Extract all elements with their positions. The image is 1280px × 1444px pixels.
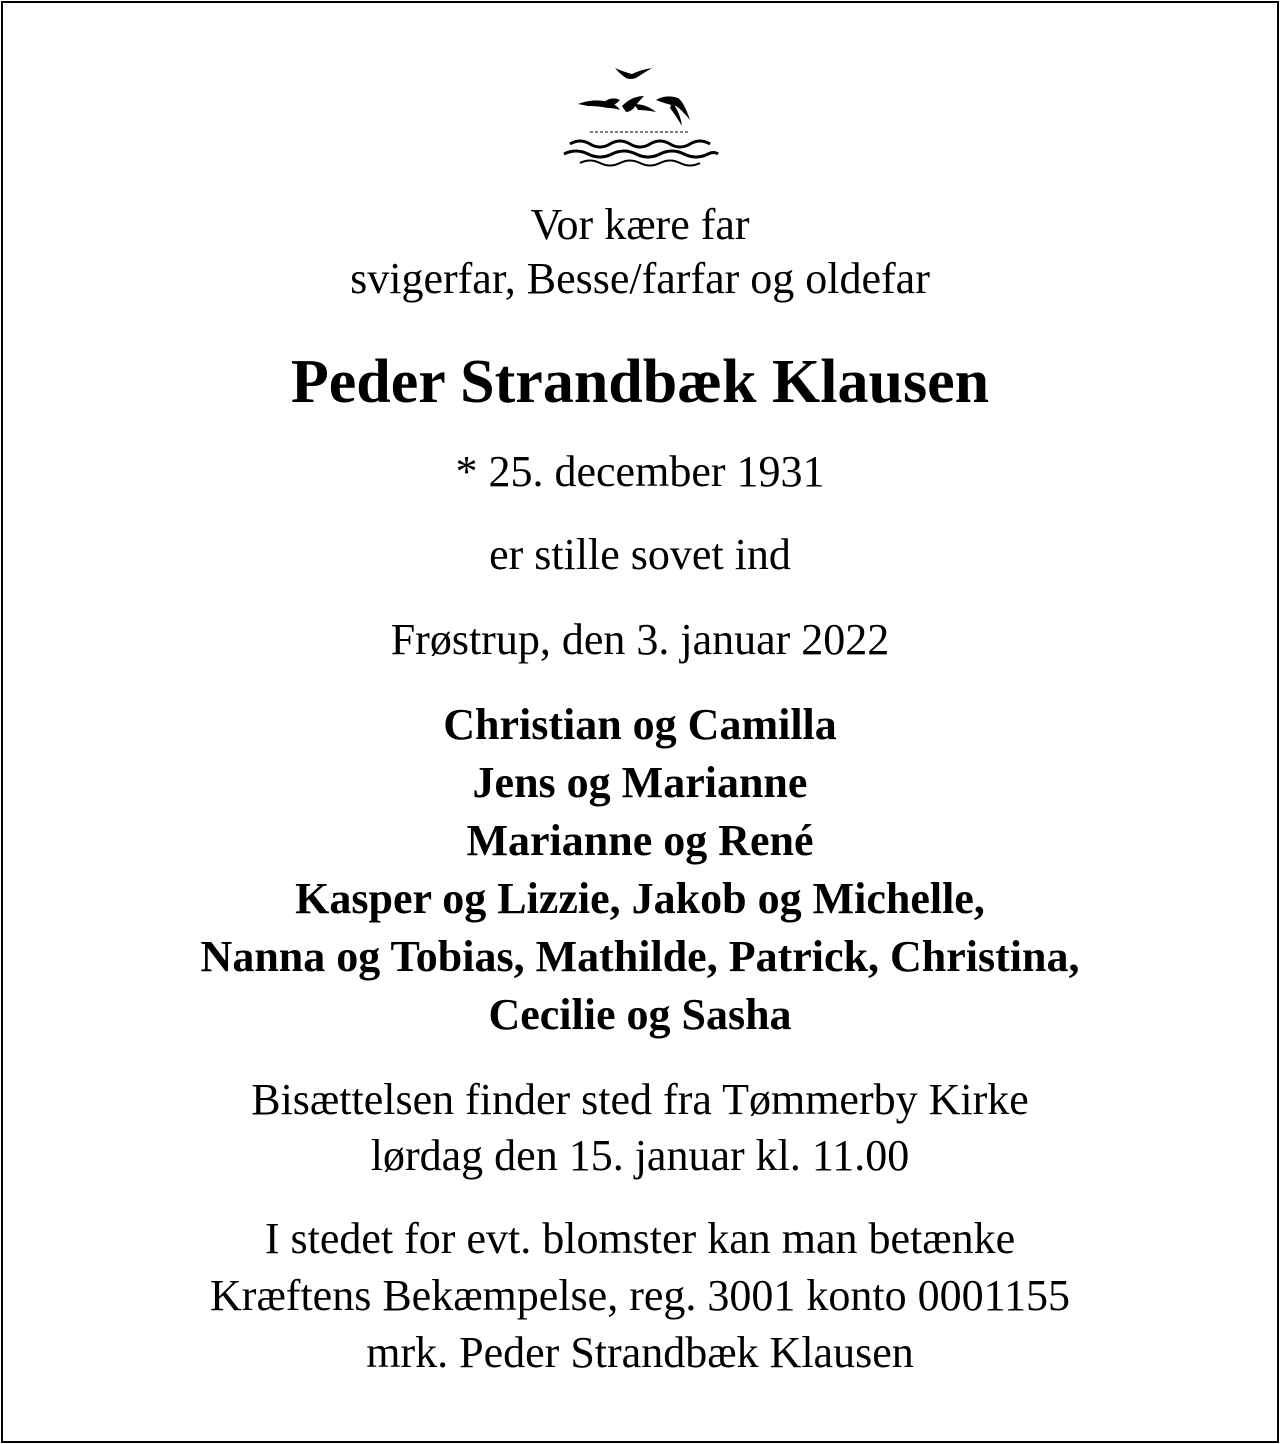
intro-text — [0, 198, 1280, 306]
family-line: Kasper og Lizzie, Jakob og Michelle, — [295, 874, 985, 923]
seagulls-over-sea-icon — [560, 60, 720, 170]
family-list — [0, 696, 1280, 1044]
birth-date: * 25. december 1931 — [455, 447, 825, 496]
deceased-name: Peder Strandbæk Klausen — [290, 348, 990, 416]
family-line: Marianne og René — [466, 816, 814, 865]
family-line: Nanna og Tobias, Mathilde, Patrick, Christina, — [200, 932, 1080, 981]
donation-line-1: I stedet for evt. blomster kan man betænke — [264, 1214, 1016, 1263]
donation-line-2: Kræftens Bekæmpelse, reg. 3001 konto 0001155 — [210, 1271, 1070, 1320]
funeral-info — [0, 1072, 1280, 1184]
intro-line-1: Vor kære far — [530, 200, 750, 249]
intro-line-2: svigerfar, Besse/farfar og oldefar — [350, 254, 930, 303]
donation-info — [0, 1210, 1280, 1381]
family-line: Jens og Marianne — [472, 758, 808, 807]
funeral-line-2: lørdag den 15. januar kl. 11.00 — [370, 1131, 910, 1180]
place-and-date: Frøstrup, den 3. januar 2022 — [390, 615, 890, 664]
funeral-line-1: Bisættelsen finder sted fra Tømmerby Kirke — [251, 1075, 1029, 1124]
passing-text: er stille sovet ind — [489, 530, 791, 579]
family-line: Christian og Camilla — [443, 700, 837, 749]
donation-line-3: mrk. Peder Strandbæk Klausen — [366, 1328, 914, 1377]
family-line: Cecilie og Sasha — [488, 990, 792, 1039]
